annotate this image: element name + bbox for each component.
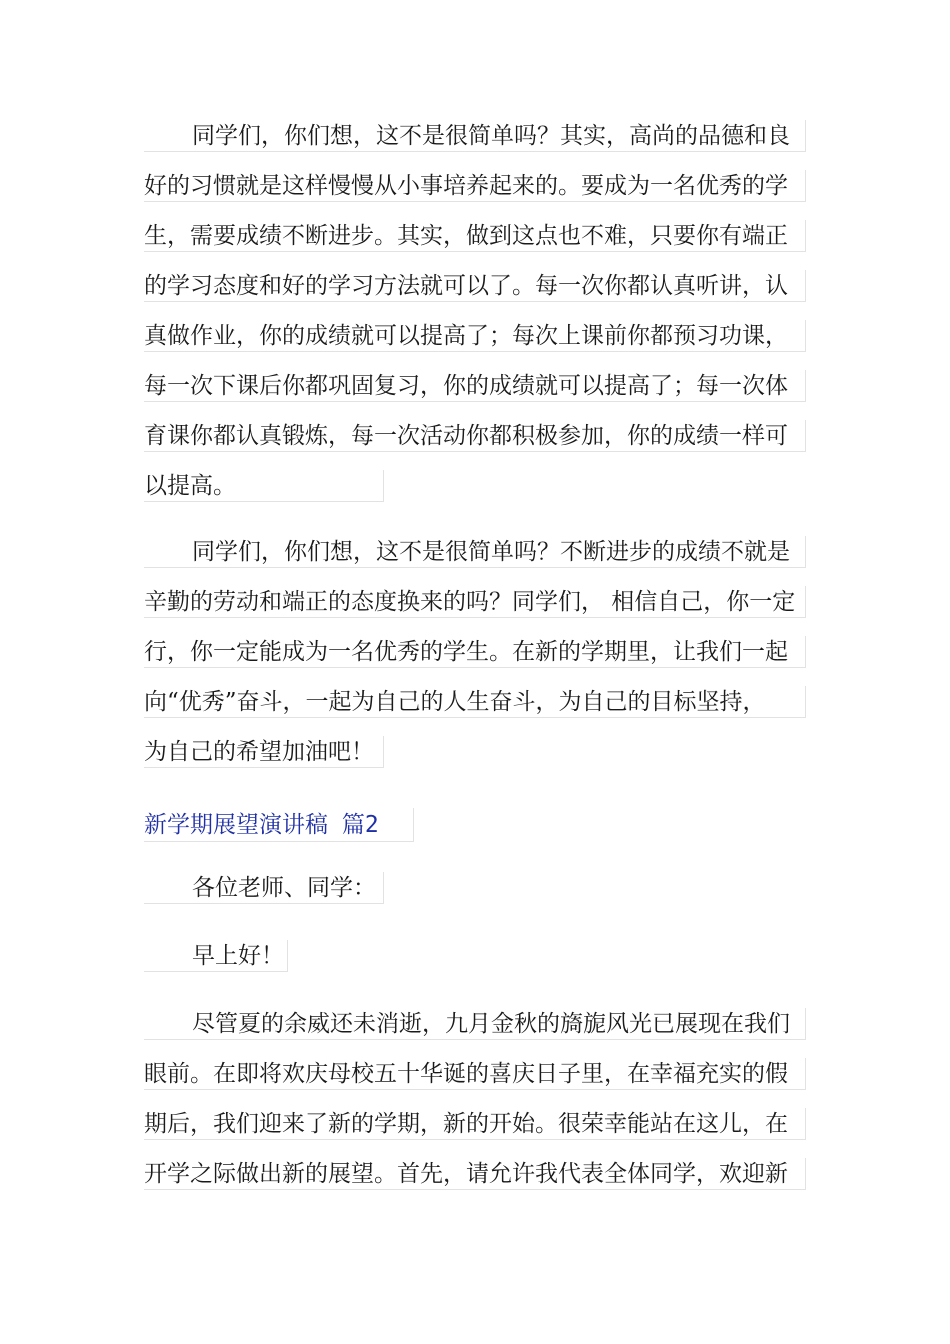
paragraph-3-line-1: 尽管夏的余威还未消逝，九月金秋的旖旎风光已展现在我们	[144, 1008, 806, 1040]
paragraph-2-line-3: 行，你一定能成为一名优秀的学生。在新的学期里，让我们一起	[144, 636, 806, 668]
greeting-line: 各位老师、同学：	[144, 872, 384, 904]
section-heading: 新学期展望演讲稿 篇2	[144, 808, 414, 842]
paragraph-3-line-2: 眼前。在即将欢庆母校五十华诞的喜庆日子里，在幸福充实的假	[144, 1058, 806, 1090]
paragraph-2-line-5: 为自己的希望加油吧！	[144, 736, 384, 768]
paragraph-1-line-6: 每一次下课后你都巩固复习，你的成绩就可以提高了；每一次体	[144, 370, 806, 402]
paragraph-1-line-4: 的学习态度和好的学习方法就可以了。每一次你都认真听讲，认	[144, 270, 806, 302]
paragraph-2-line-1: 同学们，你们想，这不是很简单吗？不断进步的成绩不就是	[144, 536, 806, 568]
paragraph-1-line-5: 真做作业，你的成绩就可以提高了；每次上课前你都预习功课，	[144, 320, 806, 352]
paragraph-3-line-3: 期后，我们迎来了新的学期，新的开始。很荣幸能站在这儿，在	[144, 1108, 806, 1140]
paragraph-1-line-8: 以提高。	[144, 470, 384, 502]
paragraph-3-line-4: 开学之际做出新的展望。首先，请允许我代表全体同学，欢迎新	[144, 1158, 806, 1190]
paragraph-2-line-4: 向“优秀”奋斗，一起为自己的人生奋斗，为自己的目标坚持，	[144, 686, 806, 718]
paragraph-1-line-1: 同学们，你们想，这不是很简单吗？其实，高尚的品德和良	[144, 120, 806, 152]
paragraph-1-line-2: 好的习惯就是这样慢慢从小事培养起来的。要成为一名优秀的学	[144, 170, 806, 202]
paragraph-1-line-3: 生，需要成绩不断进步。其实，做到这点也不难，只要你有端正	[144, 220, 806, 252]
paragraph-2-line-2: 辛勤的劳动和端正的态度换来的吗？同学们， 相信自己，你一定	[144, 586, 806, 618]
paragraph-1-line-7: 育课你都认真锻炼，每一次活动你都积极参加，你的成绩一样可	[144, 420, 806, 452]
morning-line: 早上好！	[144, 940, 288, 972]
